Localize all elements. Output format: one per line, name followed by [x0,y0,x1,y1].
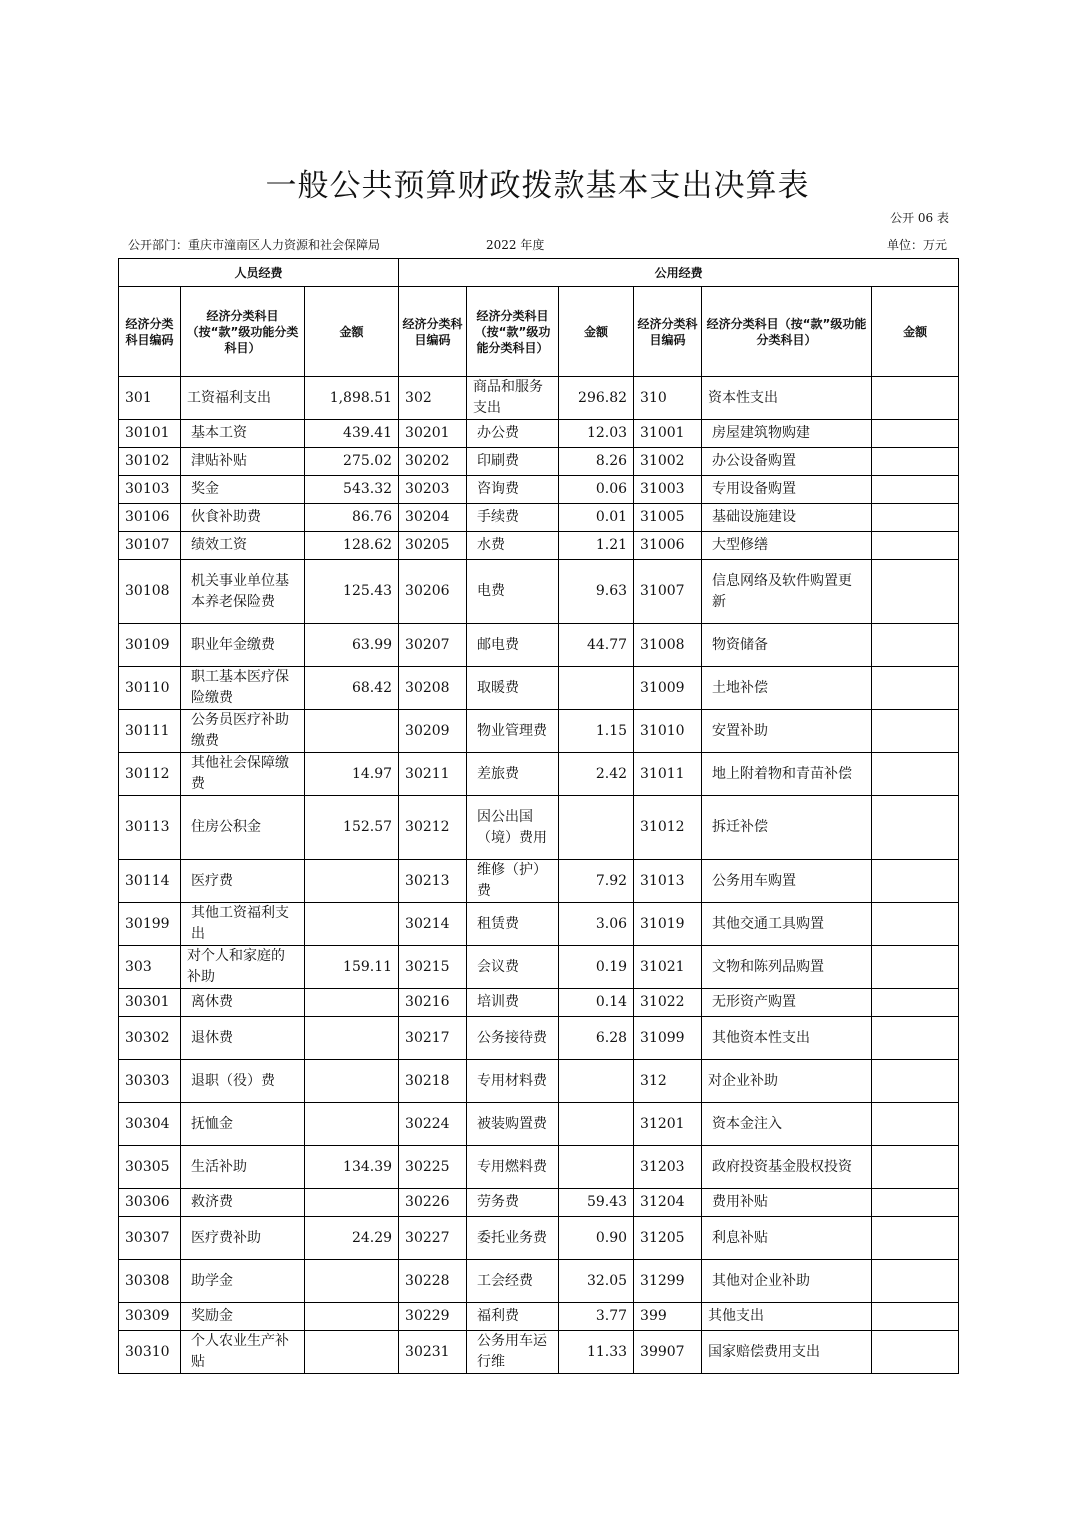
cell-amount [872,989,959,1017]
cell-amount [305,710,399,753]
cell-code: 30306 [119,1189,181,1217]
cell-amount [305,903,399,946]
cell-amount: 152.57 [305,796,399,860]
cell-name: 抚恤金 [181,1103,305,1146]
cell-amount: 9.63 [559,560,634,624]
cell-code: 31099 [634,1017,702,1060]
cell-code: 30201 [399,420,467,448]
cell-amount: 8.26 [559,448,634,476]
cell-name: 咨询费 [467,476,559,504]
cell-code: 30303 [119,1060,181,1103]
cell-name: 奖金 [181,476,305,504]
cell-amount [305,989,399,1017]
cell-code: 30112 [119,753,181,796]
unit-label: 单位：万元 [886,238,947,252]
table-row [119,420,959,448]
table-row [119,377,959,420]
cell-code: 31204 [634,1189,702,1217]
cell-name: 专用设备购置 [702,476,872,504]
cell-code: 31022 [634,989,702,1017]
cell-amount: 134.39 [305,1146,399,1189]
cell-code: 31021 [634,946,702,989]
cell-name: 物资储备 [702,624,872,667]
cell-code: 30108 [119,560,181,624]
table-body [119,377,959,1374]
cell-name: 绩效工资 [181,532,305,560]
cell-amount: 11.33 [559,1331,634,1374]
cell-amount: 1.21 [559,532,634,560]
cell-name: 手续费 [467,504,559,532]
cell-code: 312 [634,1060,702,1103]
group-header-public: 公用经费 [399,259,959,287]
department-label: 公开部门：重庆市潼南区人力资源和社会保障局 [128,238,381,252]
cell-amount [872,1331,959,1374]
cell-name: 因公出国（境）费用 [467,796,559,860]
cell-name: 委托业务费 [467,1217,559,1260]
cell-code: 31013 [634,860,702,903]
cell-amount [872,667,959,710]
cell-amount [872,1189,959,1217]
cell-amount: 14.97 [305,753,399,796]
cell-amount: 1,898.51 [305,377,399,420]
cell-amount [872,1017,959,1060]
cell-code: 30215 [399,946,467,989]
cell-code: 31009 [634,667,702,710]
cell-code: 30305 [119,1146,181,1189]
cell-code: 30208 [399,667,467,710]
cell-amount [872,532,959,560]
header-code: 经济分类科目编码 [119,287,181,377]
cell-code: 30310 [119,1331,181,1374]
cell-name: 医疗费 [181,860,305,903]
cell-code: 31007 [634,560,702,624]
table-row [119,753,959,796]
cell-code: 30110 [119,667,181,710]
cell-name: 房屋建筑物购建 [702,420,872,448]
header-name: 经济分类科目（按“款”级功能分类科目） [467,287,559,377]
cell-name: 其他支出 [702,1303,872,1331]
cell-code: 310 [634,377,702,420]
cell-code: 31205 [634,1217,702,1260]
cell-name: 办公费 [467,420,559,448]
cell-amount: 2.42 [559,753,634,796]
cell-amount: 543.32 [305,476,399,504]
cell-code: 30304 [119,1103,181,1146]
cell-amount: 59.43 [559,1189,634,1217]
cell-amount [872,1260,959,1303]
cell-name: 个人农业生产补贴 [181,1331,305,1374]
cell-amount [305,1060,399,1103]
cell-name: 其他对企业补助 [702,1260,872,1303]
cell-name: 专用燃料费 [467,1146,559,1189]
header-name: 经济分类科目（按“款”级功能分类科目） [702,287,872,377]
cell-name: 取暖费 [467,667,559,710]
table-row [119,560,959,624]
table-row [119,624,959,667]
cell-name: 大型修缮 [702,532,872,560]
cell-name: 工资福利支出 [181,377,305,420]
cell-code: 30216 [399,989,467,1017]
header-code: 经济分类科目编码 [634,287,702,377]
cell-name: 文物和陈列品购置 [702,946,872,989]
cell-amount [305,860,399,903]
header-name: 经济分类科目（按“款”级功能分类科目） [181,287,305,377]
cell-code: 30231 [399,1331,467,1374]
cell-name: 邮电费 [467,624,559,667]
cell-name: 差旅费 [467,753,559,796]
cell-name: 对个人和家庭的补助 [181,946,305,989]
header-amount: 金额 [872,287,959,377]
header-code: 经济分类科目编码 [399,287,467,377]
cell-amount: 439.41 [305,420,399,448]
cell-name: 地上附着物和青苗补偿 [702,753,872,796]
cell-code: 39907 [634,1331,702,1374]
cell-name: 政府投资基金股权投资 [702,1146,872,1189]
cell-amount [872,946,959,989]
cell-code: 30102 [119,448,181,476]
cell-name: 培训费 [467,989,559,1017]
cell-code: 30227 [399,1217,467,1260]
cell-name: 安置补助 [702,710,872,753]
cell-amount: 7.92 [559,860,634,903]
cell-code: 31201 [634,1103,702,1146]
cell-amount [872,1217,959,1260]
cell-code: 30218 [399,1060,467,1103]
cell-amount [559,1146,634,1189]
cell-name: 其他交通工具购置 [702,903,872,946]
form-number: 公开 06 表 [890,211,949,225]
cell-code: 301 [119,377,181,420]
cell-name: 拆迁补偿 [702,796,872,860]
cell-amount: 0.06 [559,476,634,504]
cell-code: 30225 [399,1146,467,1189]
cell-amount: 159.11 [305,946,399,989]
cell-code: 30307 [119,1217,181,1260]
table-meta [128,236,947,254]
cell-amount [872,377,959,420]
cell-amount: 24.29 [305,1217,399,1260]
table-row [119,1103,959,1146]
cell-name: 维修（护）费 [467,860,559,903]
cell-code: 30209 [399,710,467,753]
cell-name: 土地补偿 [702,667,872,710]
cell-code: 31299 [634,1260,702,1303]
cell-name: 资本性支出 [702,377,872,420]
cell-code: 30109 [119,624,181,667]
group-header-personnel: 人员经费 [119,259,399,287]
table-row [119,1331,959,1374]
cell-amount [872,1060,959,1103]
cell-amount [559,1103,634,1146]
cell-code: 31001 [634,420,702,448]
cell-amount: 0.19 [559,946,634,989]
cell-amount [305,1303,399,1331]
cell-name: 生活补助 [181,1146,305,1189]
cell-code: 30206 [399,560,467,624]
cell-amount [872,624,959,667]
table-row [119,1189,959,1217]
cell-name: 基础设施建设 [702,504,872,532]
cell-amount [305,1103,399,1146]
cell-name: 信息网络及软件购置更新 [702,560,872,624]
table-row [119,504,959,532]
cell-code: 31008 [634,624,702,667]
cell-code: 30214 [399,903,467,946]
cell-name: 工会经费 [467,1260,559,1303]
cell-amount [559,667,634,710]
cell-code: 31010 [634,710,702,753]
cell-name: 劳务费 [467,1189,559,1217]
table-row [119,1217,959,1260]
cell-code: 30213 [399,860,467,903]
table-row [119,989,959,1017]
table-row [119,796,959,860]
cell-amount: 12.03 [559,420,634,448]
cell-code: 30113 [119,796,181,860]
cell-name: 职业年金缴费 [181,624,305,667]
cell-amount [305,1260,399,1303]
cell-code: 30106 [119,504,181,532]
cell-amount [872,860,959,903]
cell-amount: 1.15 [559,710,634,753]
cell-name: 国家赔偿费用支出 [702,1331,872,1374]
cell-amount: 128.62 [305,532,399,560]
cell-code: 30309 [119,1303,181,1331]
cell-name: 物业管理费 [467,710,559,753]
cell-name: 公务用车运行维 [467,1331,559,1374]
table-row [119,532,959,560]
cell-amount [305,1189,399,1217]
cell-name: 对企业补助 [702,1060,872,1103]
cell-name: 职工基本医疗保险缴费 [181,667,305,710]
table-row [119,448,959,476]
cell-name: 退休费 [181,1017,305,1060]
cell-code: 31012 [634,796,702,860]
table-row [119,860,959,903]
cell-name: 救济费 [181,1189,305,1217]
cell-amount: 3.77 [559,1303,634,1331]
cell-amount: 275.02 [305,448,399,476]
cell-name: 其他工资福利支出 [181,903,305,946]
cell-name: 机关事业单位基本养老保险费 [181,560,305,624]
cell-name: 住房公积金 [181,796,305,860]
cell-code: 31011 [634,753,702,796]
cell-code: 302 [399,377,467,420]
cell-name: 公务员医疗补助缴费 [181,710,305,753]
cell-code: 30207 [399,624,467,667]
cell-amount: 3.06 [559,903,634,946]
cell-amount [872,1103,959,1146]
cell-code: 30205 [399,532,467,560]
cell-code: 30308 [119,1260,181,1303]
cell-amount [872,420,959,448]
table-row [119,1260,959,1303]
cell-name: 伙食补助费 [181,504,305,532]
cell-amount: 0.01 [559,504,634,532]
cell-name: 费用补贴 [702,1189,872,1217]
cell-amount [305,1017,399,1060]
cell-code: 30301 [119,989,181,1017]
table-row [119,710,959,753]
cell-amount [872,1303,959,1331]
cell-amount: 0.14 [559,989,634,1017]
cell-code: 30111 [119,710,181,753]
cell-amount [305,1331,399,1374]
cell-amount [872,560,959,624]
cell-name: 利息补贴 [702,1217,872,1260]
cell-name: 津贴补贴 [181,448,305,476]
cell-code: 30224 [399,1103,467,1146]
cell-amount [872,448,959,476]
cell-amount: 86.76 [305,504,399,532]
cell-name: 离休费 [181,989,305,1017]
cell-code: 31005 [634,504,702,532]
cell-name: 印刷费 [467,448,559,476]
cell-name: 奖励金 [181,1303,305,1331]
cell-name: 助学金 [181,1260,305,1303]
cell-code: 30114 [119,860,181,903]
cell-code: 31203 [634,1146,702,1189]
cell-name: 无形资产购置 [702,989,872,1017]
cell-name: 公务接待费 [467,1017,559,1060]
cell-amount [872,1146,959,1189]
cell-name: 退职（役）费 [181,1060,305,1103]
cell-name: 租赁费 [467,903,559,946]
cell-name: 其他社会保障缴费 [181,753,305,796]
cell-name: 福利费 [467,1303,559,1331]
cell-code: 30217 [399,1017,467,1060]
cell-name: 其他资本性支出 [702,1017,872,1060]
cell-name: 会议费 [467,946,559,989]
cell-code: 30202 [399,448,467,476]
cell-name: 商品和服务支出 [467,377,559,420]
cell-amount [559,796,634,860]
cell-code: 31006 [634,532,702,560]
table-row [119,903,959,946]
cell-code: 31002 [634,448,702,476]
cell-amount: 125.43 [305,560,399,624]
page-title: 一般公共预算财政拨款基本支出决算表 [265,168,810,204]
cell-amount: 63.99 [305,624,399,667]
table-row [119,667,959,710]
cell-name: 基本工资 [181,420,305,448]
table-row [119,1060,959,1103]
table-row [119,1303,959,1331]
cell-amount [872,710,959,753]
table-row [119,476,959,504]
table-row [119,1017,959,1060]
cell-code: 30203 [399,476,467,504]
cell-code: 30199 [119,903,181,946]
cell-name: 办公设备购置 [702,448,872,476]
cell-code: 30101 [119,420,181,448]
cell-code: 31019 [634,903,702,946]
cell-name: 水费 [467,532,559,560]
header-amount: 金额 [559,287,634,377]
cell-code: 30204 [399,504,467,532]
cell-amount: 44.77 [559,624,634,667]
cell-amount: 6.28 [559,1017,634,1060]
cell-amount: 32.05 [559,1260,634,1303]
cell-code: 30226 [399,1189,467,1217]
cell-amount [872,796,959,860]
cell-code: 399 [634,1303,702,1331]
table-row [119,1146,959,1189]
cell-name: 医疗费补助 [181,1217,305,1260]
cell-name: 被装购置费 [467,1103,559,1146]
cell-name: 资本金注入 [702,1103,872,1146]
cell-name: 公务用车购置 [702,860,872,903]
budget-table [118,258,959,1374]
cell-name: 电费 [467,560,559,624]
cell-amount: 0.90 [559,1217,634,1260]
cell-code: 303 [119,946,181,989]
cell-code: 30103 [119,476,181,504]
cell-code: 30302 [119,1017,181,1060]
cell-amount: 68.42 [305,667,399,710]
cell-code: 30107 [119,532,181,560]
cell-amount [872,903,959,946]
table-row [119,946,959,989]
cell-code: 31003 [634,476,702,504]
cell-amount [872,504,959,532]
cell-code: 30229 [399,1303,467,1331]
cell-code: 30212 [399,796,467,860]
cell-code: 30211 [399,753,467,796]
cell-amount [872,753,959,796]
year-label: 2022 年度 [486,238,545,252]
cell-amount [559,1060,634,1103]
header-amount: 金额 [305,287,399,377]
cell-name: 专用材料费 [467,1060,559,1103]
cell-amount [872,476,959,504]
cell-amount: 296.82 [559,377,634,420]
cell-code: 30228 [399,1260,467,1303]
